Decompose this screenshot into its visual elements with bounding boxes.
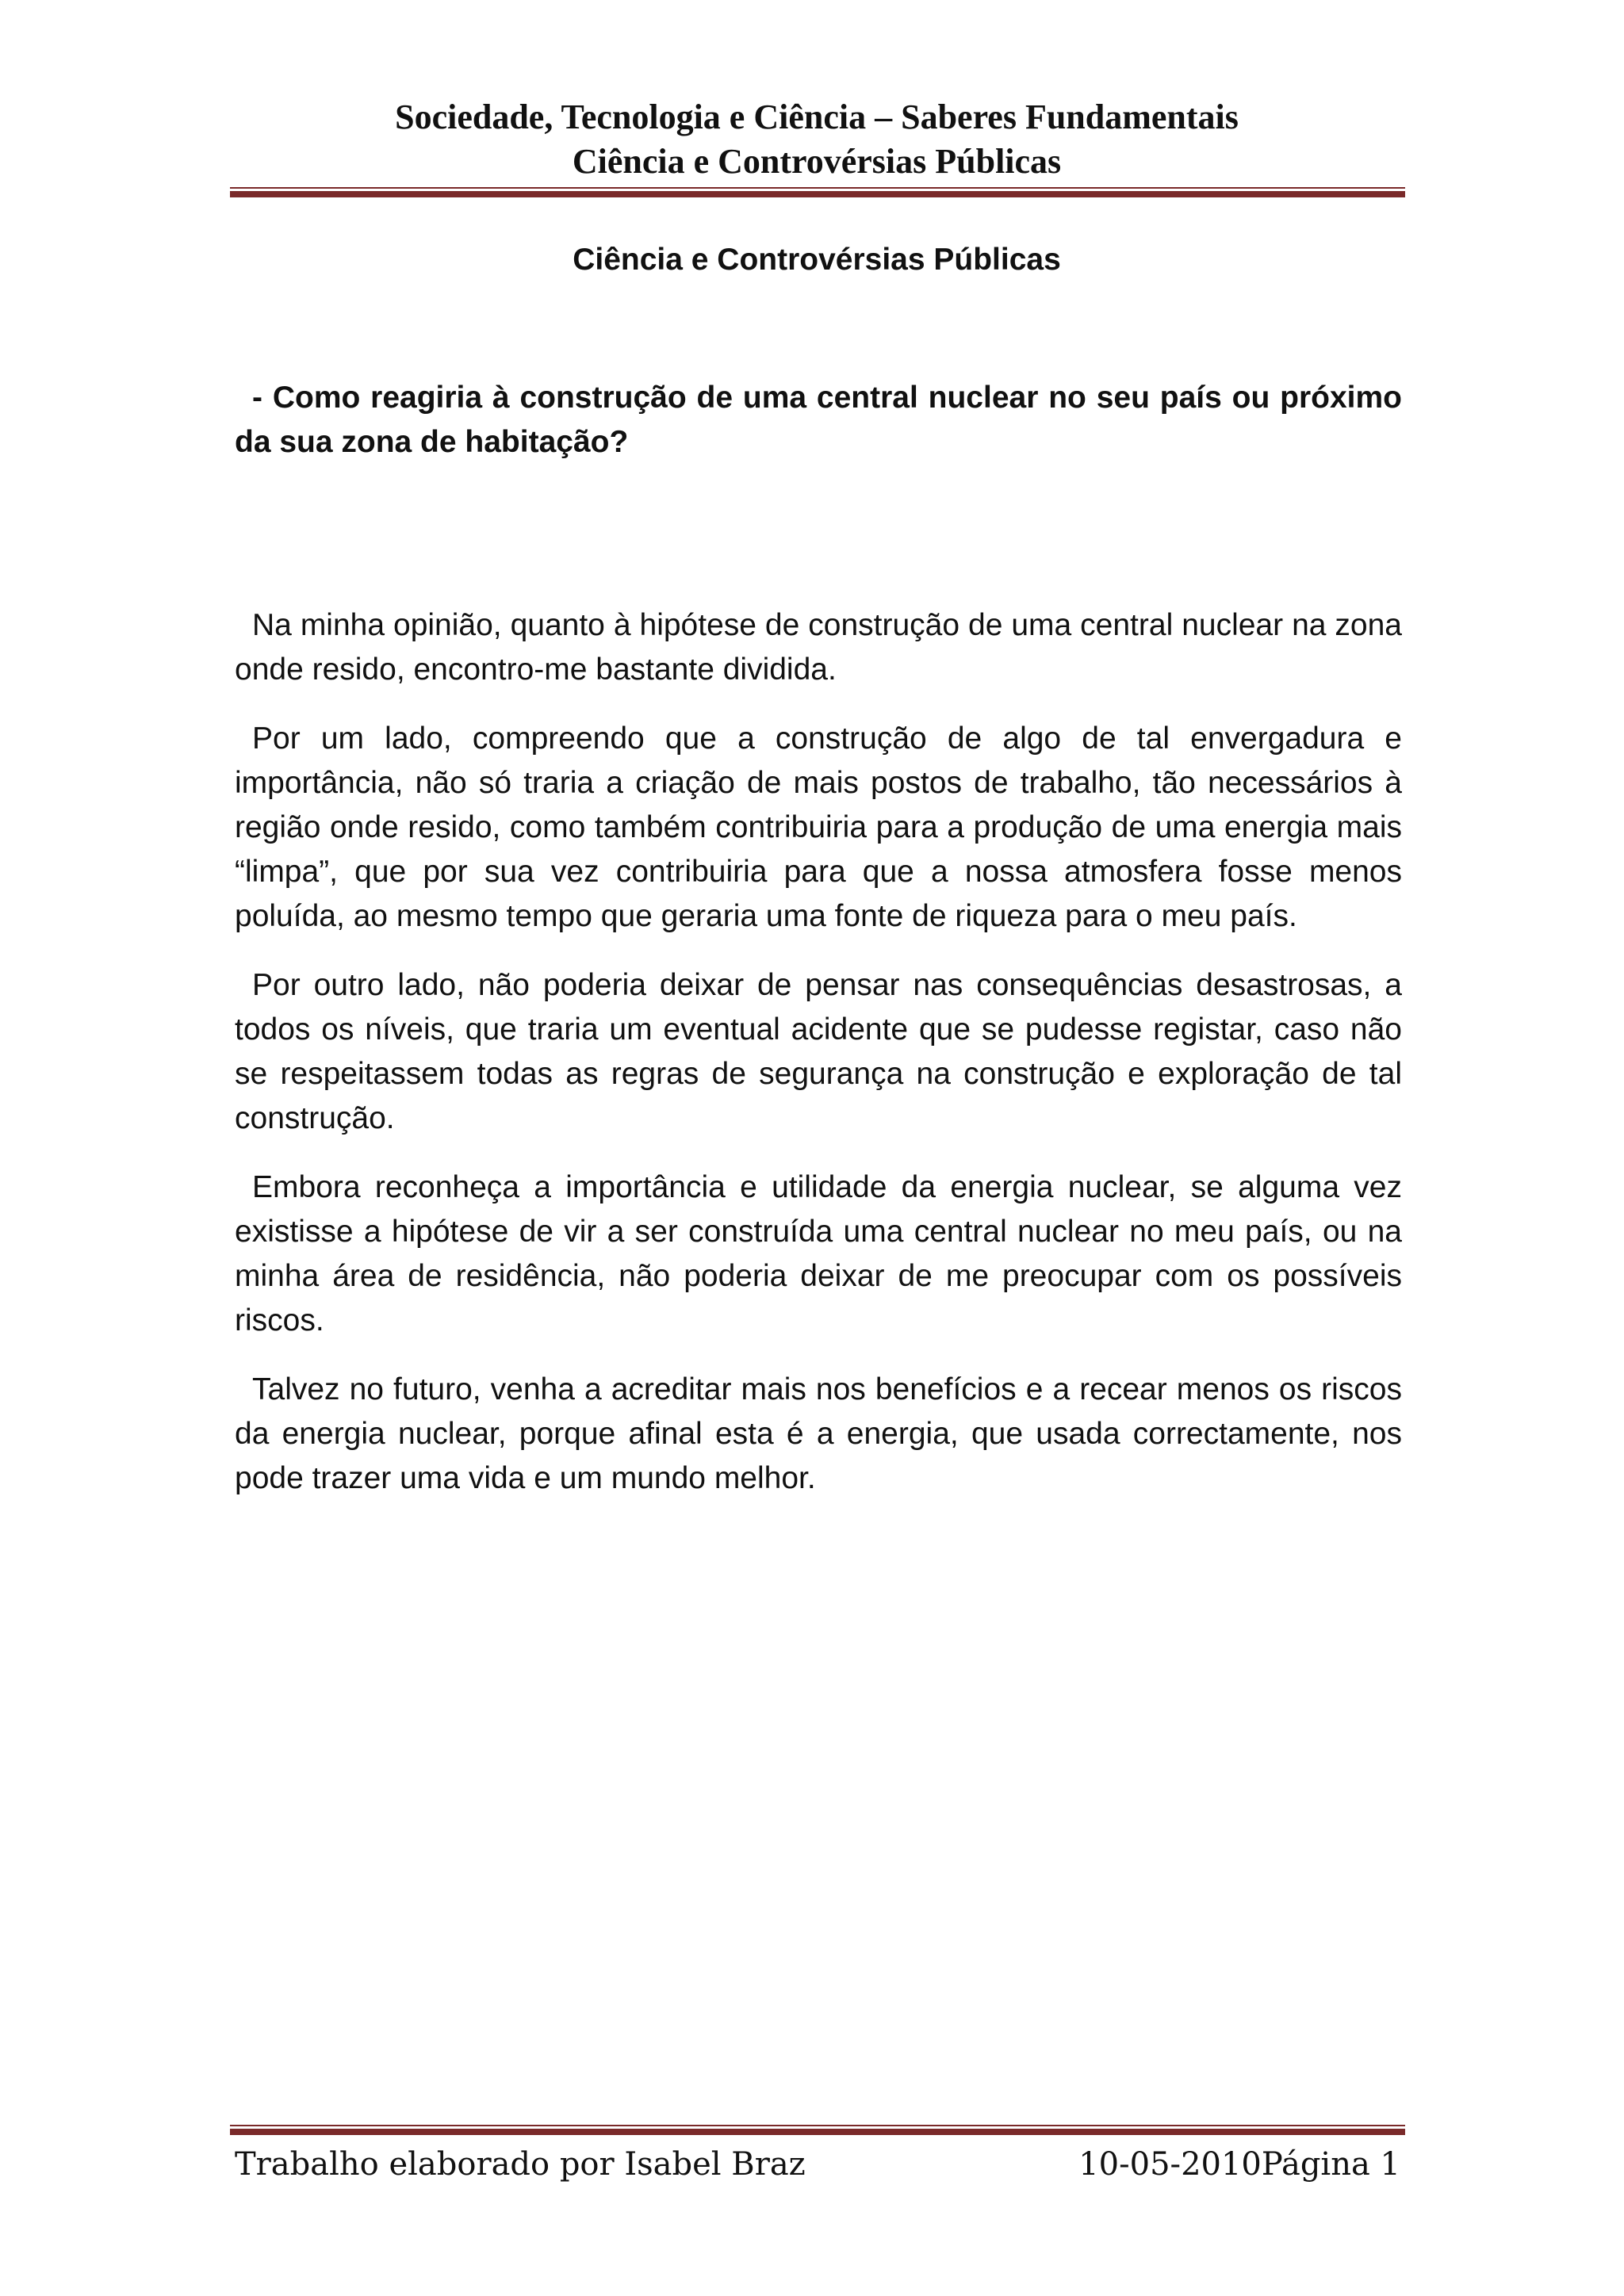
page-footer bbox=[235, 2142, 1400, 2187]
paragraph-1: Na minha opinião, quanto à hipótese de construção de uma central nuclear na zona onde resido, encontro-me bastante dividida. bbox=[235, 608, 1402, 687]
header-module-title: Ciência e Controvérsias Públicas bbox=[572, 142, 1062, 181]
footer-divider bbox=[230, 2125, 1405, 2135]
question: - Como reagiria à construção de uma central nuclear no seu país ou próximo da sua zona de habitação? bbox=[235, 381, 1402, 459]
document-body bbox=[235, 376, 1402, 1525]
footer-divider-thick bbox=[230, 2129, 1405, 2135]
paragraph-2: Por um lado, compreendo que a construção de algo de tal envergadura e importância, não só traria a criação de mais postos de trabalho, tão necessários à região onde resido, como também contribuiria para a produção de uma energia mais “limpa”, que por sua vez contribuiria para que a nossa atmosfera fosse menos poluída, ao mesmo tempo que geraria uma fonte de riqueza para o meu país. bbox=[235, 721, 1402, 933]
header-divider-thick bbox=[230, 191, 1405, 197]
paragraph-3: Por outro lado, não poderia deixar de pensar nas consequências desastrosas, a todos os níveis, que traria um eventual acidente que se pudesse registar, caso não se respeitassem todas as regras de segurança na construção e exploração de tal construção. bbox=[235, 968, 1402, 1135]
footer-date-page: 10-05-2010Página 1 bbox=[1078, 2146, 1400, 2183]
page-header bbox=[230, 95, 1404, 184]
document-title: Ciência e Controvérsias Públicas bbox=[573, 243, 1061, 277]
footer-author: Trabalho elaborado por Isabel Braz bbox=[235, 2146, 806, 2183]
header-divider bbox=[230, 187, 1405, 197]
paragraph-4: Embora reconheça a importância e utilidade da energia nuclear, se alguma vez existisse a hipótese de vir a ser construída uma central nuclear no meu país, ou na minha área de residência, não poderia deixar de me preocupar com os possíveis riscos. bbox=[235, 1170, 1402, 1337]
header-course-title: Sociedade, Tecnologia e Ciência – Saberes Fundamentais bbox=[395, 98, 1239, 136]
paragraph-5: Talvez no futuro, venha a acreditar mais nos benefícios e a recear menos os riscos da energia nuclear, porque afinal esta é a energia, que usada correctamente, nos pode trazer uma vida e um mundo melhor. bbox=[235, 1372, 1402, 1495]
